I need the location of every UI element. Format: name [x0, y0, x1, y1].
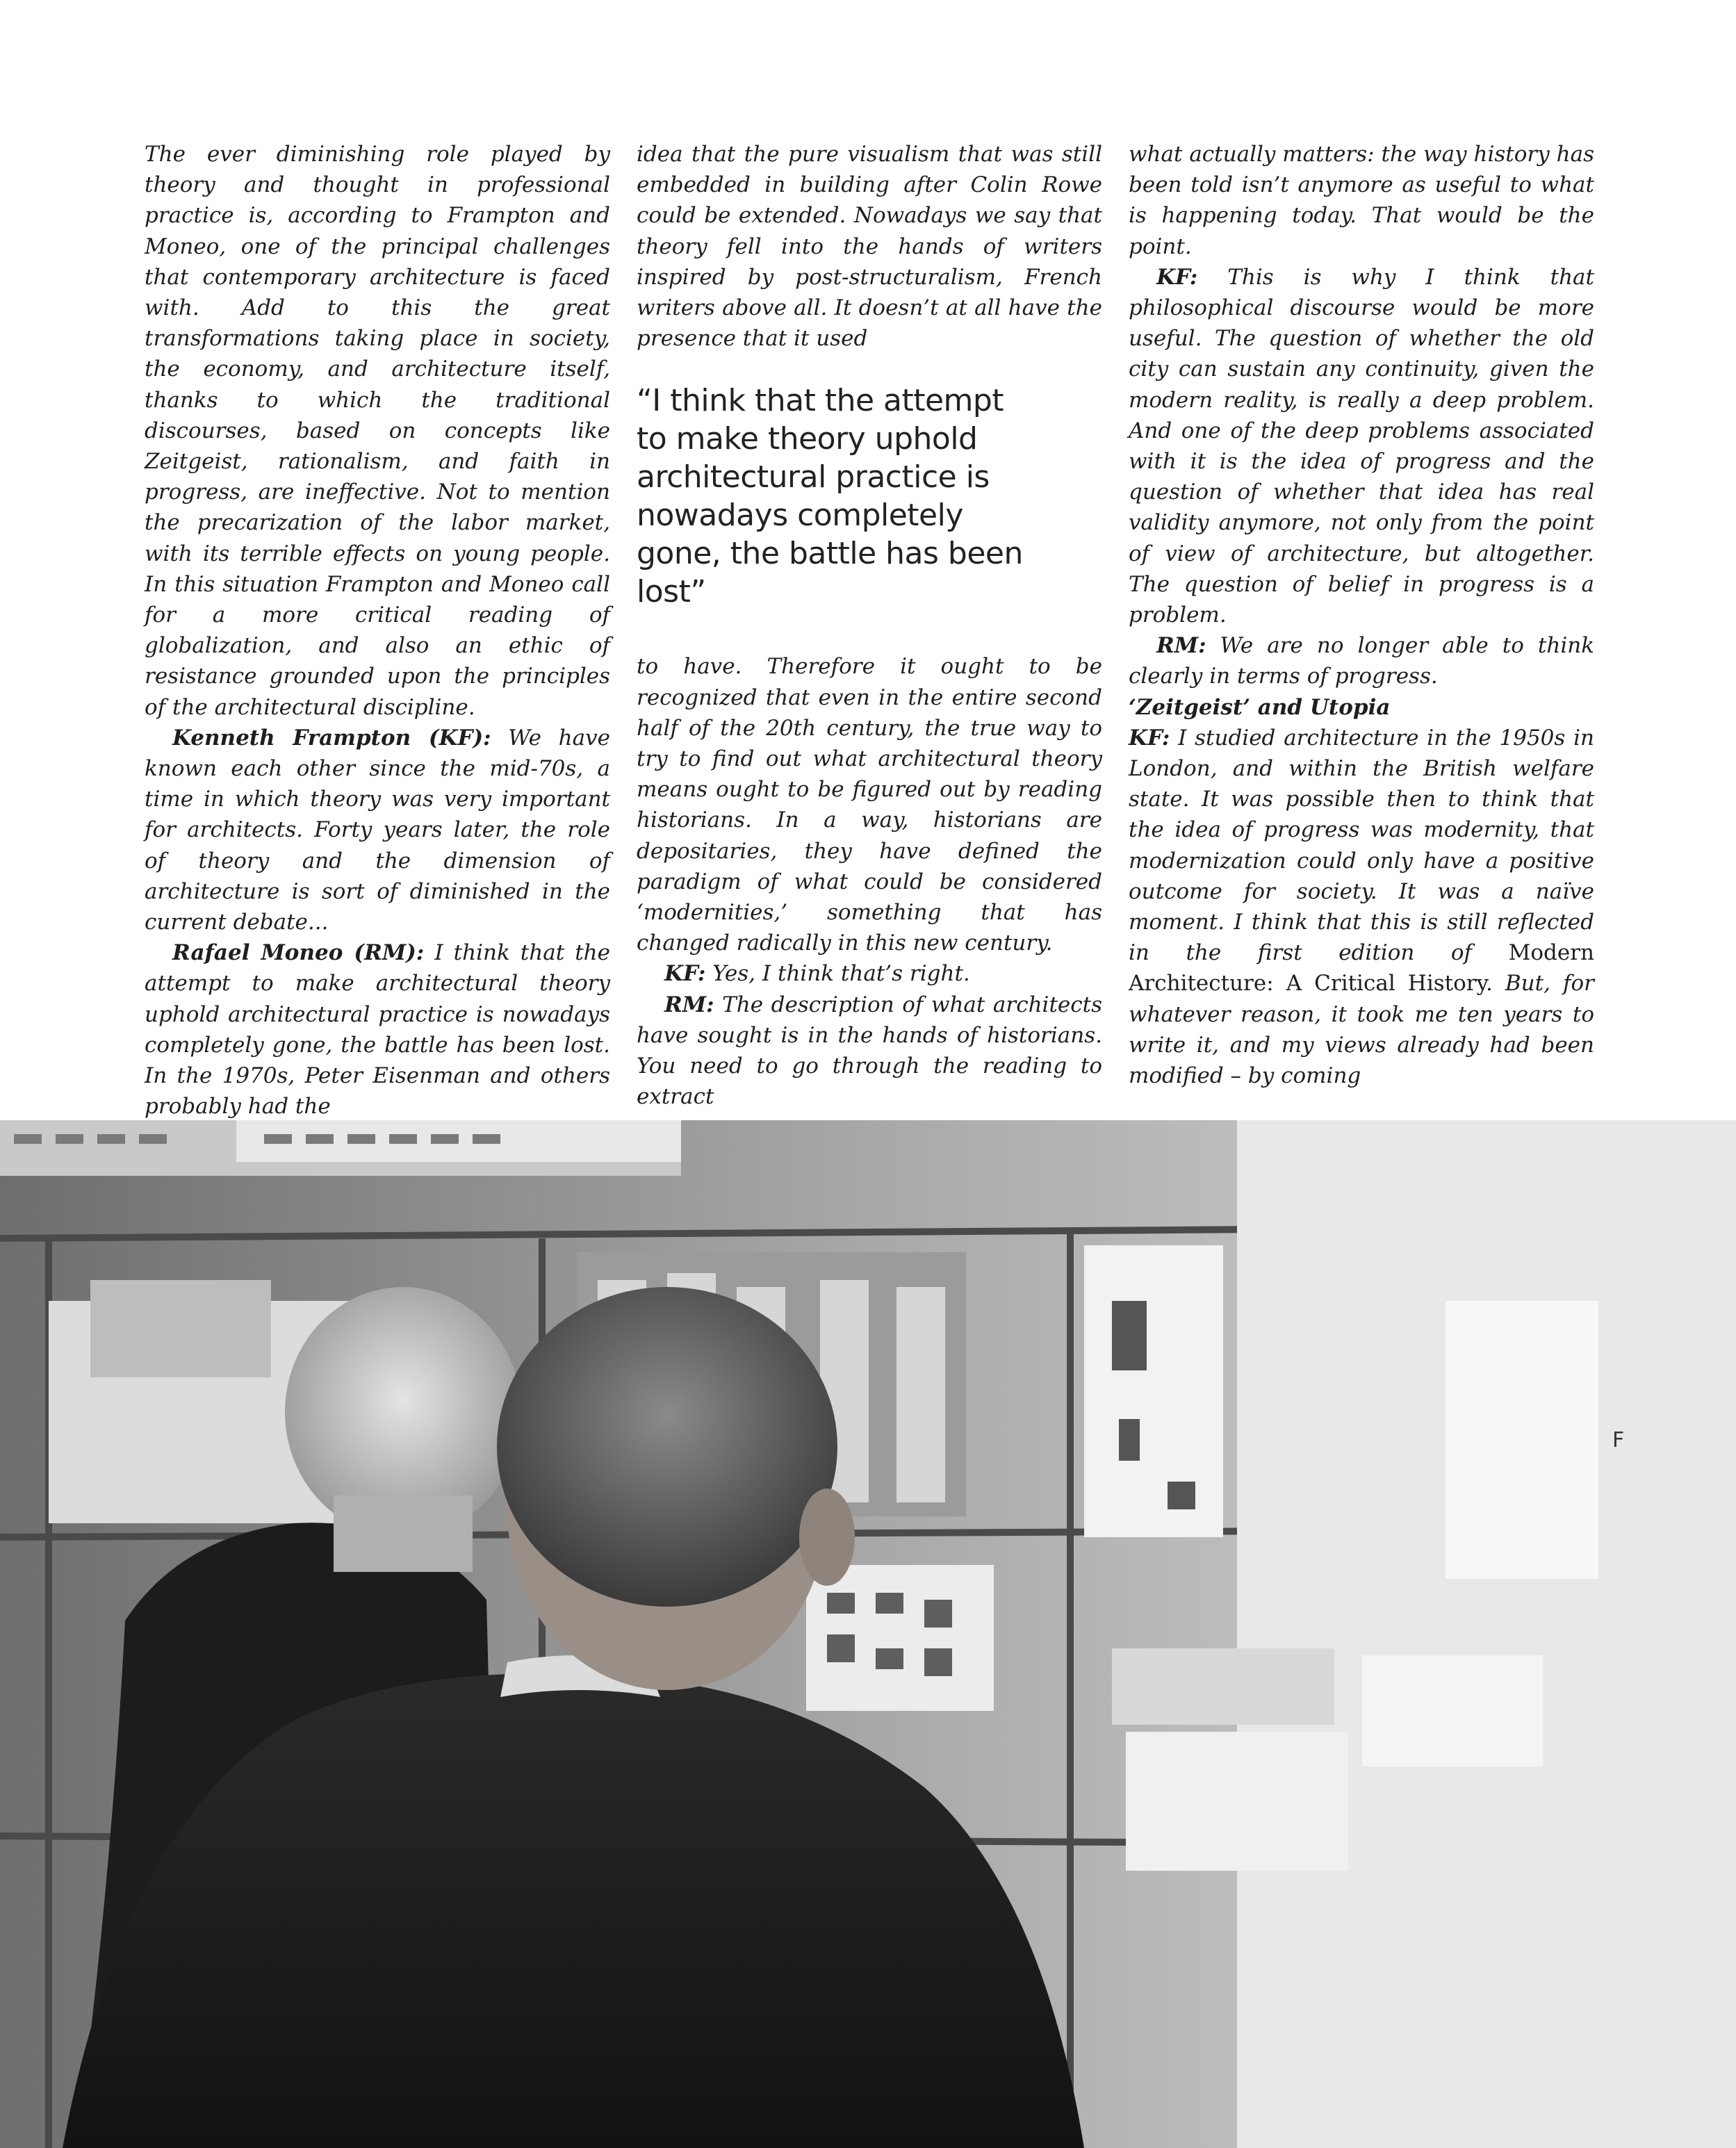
person-front-hair [497, 1287, 837, 1607]
speaker-label: RM: [664, 992, 714, 1017]
model-white-building [1084, 1245, 1223, 1537]
frampton-answer-paragraph [1129, 723, 1594, 1091]
answer-text: The description of what architects have sought is in the hands of historians. You need to go through the reading to extract [637, 992, 1102, 1110]
intro-paragraph: The ever diminishing role played by theory and thought in professional practice is, according to Frampton and Moneo, one of the principal challenges that contemporary architecture is faced with. Add to this the great transformations taking place in society, the economy, and architecture itself, thanks to which the traditional discourses, based on concepts like Zeitgeist, rationalism, and faith in progress, are ineffective. Not to mention the precarization of the labor market, with its terrible effects on young people. In this situation Frampton and Moneo call for a more critical reading of globalization, and also an ethic of resistance grounded upon the principles of the architectural discipline. [145, 142, 610, 720]
text-column-1 [145, 139, 610, 1122]
pull-quote: “I think that the attempt to make theory uphold architectural practice is nowadays completely gone, the battle has been lost” [637, 383, 1023, 610]
shelf-label: F [1612, 1428, 1625, 1452]
answer-text: We are no longer able to think clearly in terms of progress. [1129, 633, 1594, 689]
section-subheading: ‘Zeitgeist’ and Utopia [1129, 694, 1391, 720]
model-pavilion [1112, 1648, 1334, 1725]
frampton-answer-paragraph [637, 958, 1102, 989]
speaker-label: KF: [664, 961, 706, 987]
model-left-top [90, 1280, 271, 1377]
frampton-answer-paragraph [1129, 262, 1594, 630]
person-back-neck [334, 1495, 473, 1572]
speaker-label: RM: [1156, 633, 1206, 659]
continued-paragraph: what actually matters: the way history has been told isn’t anymore as useful to what is happening today. That would be the point. [1129, 142, 1594, 259]
plastic-sheet [1126, 1732, 1348, 1871]
model-window [1112, 1301, 1147, 1370]
person-front-ear [799, 1489, 855, 1586]
answer-text: We have known each other since the mid-70s, a time in which theory was very important for architects. Forty years later, the role of theory and the dimension of architecture is sort of diminished in the current debate... [145, 725, 610, 935]
answer-text: Yes, I think that’s right. [705, 961, 970, 987]
model-box [1362, 1655, 1543, 1766]
frampton-answer-paragraph [145, 723, 610, 937]
model-window [1168, 1482, 1195, 1509]
speaker-label: Rafael Moneo (RM): [172, 940, 425, 966]
text-column-2 [637, 139, 1102, 1112]
answer-text: But, for whatever reason, it took me ten years to write it, and my views already had been modified – by coming [1129, 971, 1594, 1089]
white-panel [1446, 1301, 1598, 1579]
book-title: Modern Architecture: A Critical History. [1129, 940, 1594, 997]
speaker-label: Kenneth Frampton (KF): [172, 725, 491, 751]
answer-text: This is why I think that philosophical discourse would be more useful. The question of whether the old city can sustain any continuity, given the modern reality, is really a deep problem. And one of the deep problems associated with it is the idea of progress and the question of whether that idea has real validity anymore, not only from the point of view of architecture, but altogether. The question of belief in progress is a problem. [1129, 264, 1594, 628]
continued-paragraph: idea that the pure visualism that was still embedded in building after Colin Rowe could be extended. Nowadays we say that theory fell into the hands of writers inspired by post-structuralism, French writers above all. It doesn’t at all have the presence that it used [637, 142, 1102, 352]
moneo-answer-paragraph [1129, 630, 1594, 691]
photo-illustration [0, 1120, 1736, 2148]
speaker-label: KF: [1156, 264, 1198, 290]
moneo-answer-paragraph [145, 937, 610, 1122]
model-window [1119, 1419, 1140, 1461]
answer-text: I think that the attempt to make architectural theory uphold architectural practice is nowadays completely gone, the battle has been lost. In the 1970s, Peter Eisenman and others probably had the [145, 940, 610, 1120]
moneo-answer-paragraph [637, 990, 1102, 1113]
continued-paragraph: to have. Therefore it ought to be recognized that even in the entire second half of the 20th century, the true way to try to find out what architectural theory means ought to be figured out by reading historians. In a way, historians are depositaries, they have defined the paradigm of what could be considered ‘modernities,’ something that has changed radically in this new century. [637, 654, 1102, 956]
right-window-light [1237, 1120, 1736, 2148]
text-column-3 [1129, 139, 1594, 1091]
answer-text: I studied architecture in the 1950s in London, and within the British welfare state. It was possible then to think that the idea of progress was modernity, that modernization could only have a positive outcome for society. It was a naïve moment. I think that this is still reflected in the first edition of [1129, 725, 1594, 966]
studio-photograph [0, 1120, 1736, 2148]
article-body [145, 139, 1594, 1120]
speaker-label: KF: [1129, 725, 1170, 751]
